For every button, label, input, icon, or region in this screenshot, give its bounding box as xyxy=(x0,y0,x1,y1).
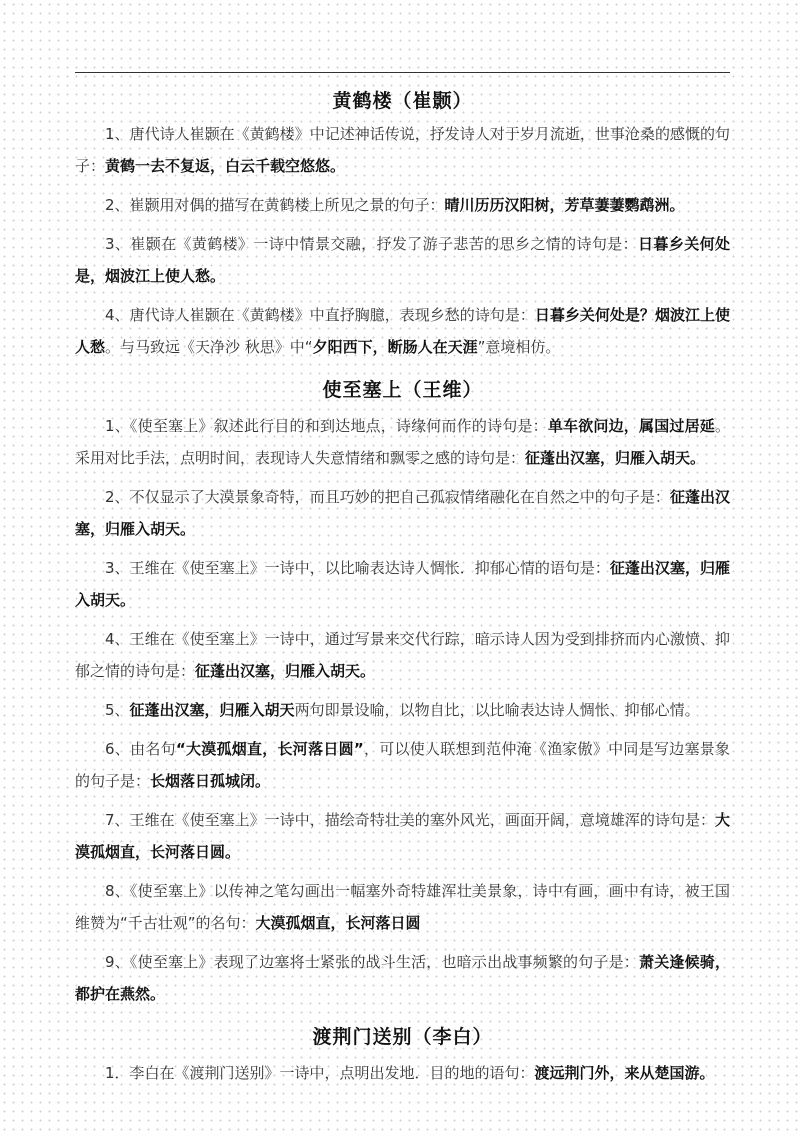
question-text: 2、不仅显示了大漠景象奇特，而且巧妙的把自己孤寂情绪融化在自然之中的句子是： xyxy=(105,488,670,506)
answer-text: “大漠孤烟直，长河落日圆” xyxy=(175,740,364,758)
question-text: 4、唐代诗人崔颢在《黄鹤楼》中直抒胸臆，表现乡愁的诗句是： xyxy=(105,306,535,324)
answer-text: 征蓬出汉塞，归雁入胡天 xyxy=(129,701,295,719)
question-text: ，可以使人联想到范仲淹《渔家傲》中同是写边塞景象的句子是： xyxy=(75,740,730,790)
question-text: 1、唐代诗人崔颢在《黄鹤楼》中记述神话传说，抒发诗人对于岁月流逝，世事沧桑的感慨的句子： xyxy=(75,125,730,175)
question-text: 3、崔颢在《黄鹤楼》一诗中情景交融，抒发了游子悲苦的思乡之情的诗句是： xyxy=(105,235,639,253)
question-item xyxy=(75,804,730,868)
question-text: 2、崔颢用对偶的描写在黄鹤楼上所见之景的句子： xyxy=(105,196,445,214)
question-item xyxy=(75,623,730,687)
section-huanghelou xyxy=(75,84,730,363)
question-item xyxy=(75,875,730,939)
question-text: 1．李白在《渡荆门送别》一诗中，点明出发地．目的地的语句： xyxy=(105,1064,535,1082)
section-title: 使至塞上（王维） xyxy=(322,379,483,401)
question-text: 。与马致远《天净沙 秋思》中“ xyxy=(105,338,313,356)
question-item xyxy=(75,552,730,616)
question-text: 。采用对比手法，点明时间，表现诗人失意情绪和飘零之感的诗句是： xyxy=(75,417,730,467)
answer-text: 征蓬出汉塞，归雁入胡天。 xyxy=(75,559,730,609)
question-item xyxy=(75,694,730,726)
answer-text: 大漠孤烟直，长河落日圆。 xyxy=(75,811,730,861)
answer-text: 渡远荆门外，来从楚国游。 xyxy=(534,1064,715,1082)
answer-text: 长烟落日孤城闭。 xyxy=(150,772,271,790)
answer-text: 晴川历历汉阳树，芳草萋萋鹦鹉洲。 xyxy=(444,196,685,214)
question-text: 4、王维在《使至塞上》一诗中，通过写景来交代行踪，暗示诗人因为受到排挤而内心激愤、抑郁之情的诗句是： xyxy=(75,630,730,680)
answer-text: 大漠孤烟直，长河落日圆 xyxy=(255,914,421,932)
answer-text: 征蓬出汉塞，归雁入胡天。 xyxy=(525,449,706,467)
answer-text: 征蓬出汉塞，归雁入胡天。 xyxy=(75,488,730,538)
answer-text: 日暮乡关何处是？烟波江上使人愁 xyxy=(75,306,730,356)
answer-text: 征蓬出汉塞，归雁入胡天。 xyxy=(195,662,376,680)
question-item xyxy=(75,410,730,474)
question-item xyxy=(75,189,730,221)
answer-text: 萧关逢候骑，都护在燕然。 xyxy=(75,953,730,1003)
section-dujingmensongbie xyxy=(75,1017,730,1089)
question-text: 1、《使至塞上》叙述此行目的和到达地点，诗缘何而作的诗句是： xyxy=(105,417,548,435)
question-text: 5、 xyxy=(105,701,130,719)
question-text: ”意境相仿。 xyxy=(477,338,561,356)
question-item xyxy=(75,481,730,545)
question-item xyxy=(75,299,730,363)
answer-text: 黄鹤一去不复返，白云千载空悠悠。 xyxy=(105,157,346,175)
question-item xyxy=(75,228,730,292)
question-text: 两句即景设喻，以物自比，以比喻表达诗人惆怅、抑郁心情。 xyxy=(294,701,700,719)
question-text: 9、《使至塞上》表现了边塞将士紧张的战斗生活，也暗示出战事频繁的句子是： xyxy=(105,953,640,971)
question-text: 8、《使至塞上》以传神之笔勾画出一幅塞外奇特雄浑壮美景象，诗中有画，画中有诗，被王国维赞为“千古壮观”的名句： xyxy=(75,882,730,932)
question-item xyxy=(75,946,730,1010)
question-item xyxy=(75,118,730,182)
section-title: 黄鹤楼（崔颢） xyxy=(332,90,473,112)
answer-text: 日暮乡关何处是，烟波江上使人愁。 xyxy=(75,235,730,285)
question-text: 7、王维在《使至塞上》一诗中，描绘奇特壮美的塞外风光，画面开阔，意境雄浑的诗句是： xyxy=(105,811,715,829)
top-rule xyxy=(75,72,730,73)
section-title: 渡荆门送别（李白） xyxy=(312,1026,493,1048)
question-text: 3、王维在《使至塞上》一诗中，以比喻表达诗人惆怅．抑郁心情的语句是： xyxy=(105,559,610,577)
question-item xyxy=(75,1057,730,1089)
answer-text: 夕阳西下，断肠人在天涯 xyxy=(312,338,478,356)
document-body xyxy=(75,76,730,1096)
question-item xyxy=(75,733,730,797)
answer-text: 单车欲问边，属国过居延 xyxy=(547,417,715,435)
question-text: 6、由名句 xyxy=(105,740,176,758)
section-shizhisaishang xyxy=(75,370,730,1010)
